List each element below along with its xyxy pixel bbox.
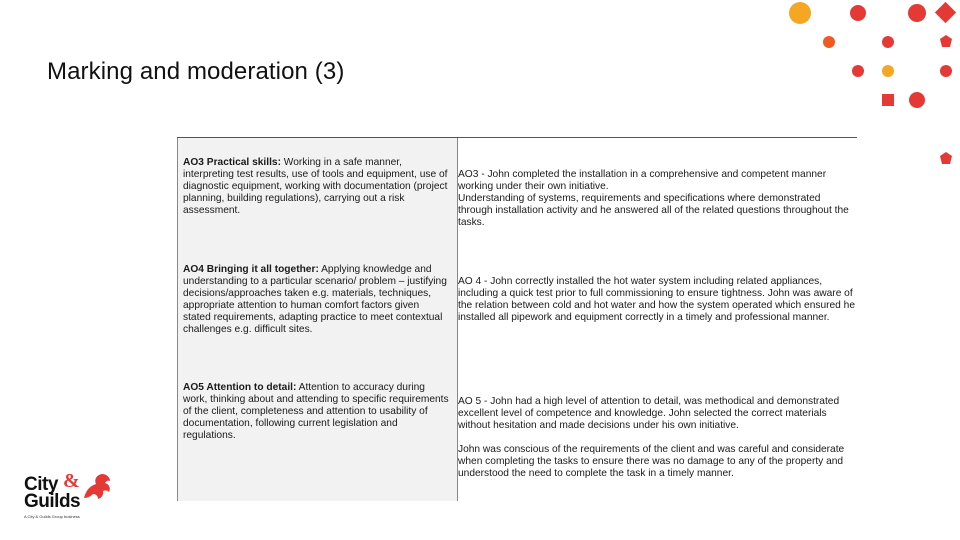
criteria-text: Applying knowledge and understanding to a particular scenario/ problem – justifying decisions/approaches taken e.g. materials, techniques, appropriate attention to human comfort factors given stated requirements, adapting practice to meet contextual challenges e.g. difficult sites. — [183, 264, 447, 335]
red-diamond — [935, 2, 956, 23]
evidence-column — [458, 138, 857, 501]
evidence-paragraph: AO 4 - John correctly installed the hot water system including related appliances, including a quick test prior to full commissioning to ensure tightness. John was aware of the relation between cold and hot water and how the system operated which ensured he installed all pipework and equipment correctly in a timely and professional manner. — [458, 276, 855, 323]
orange-dot — [882, 65, 894, 77]
evidence-paragraph: AO3 - John completed the installation in a comprehensive and competent manner working under their own initiative. — [458, 169, 827, 192]
red-dot — [909, 92, 925, 108]
criteria-text: Attention to accuracy during work, thinking about and attending to specific requirements of the client, completeness and attention to usability of documentation, following current legislation and regulations. — [183, 382, 449, 441]
red-dot — [882, 36, 894, 48]
evidence-paragraph: Understanding of systems, requirements and specifications where demonstrated through installation activity and he answered all of the related questions throughout the tasks. — [458, 192, 849, 228]
red-pentagon — [940, 152, 952, 164]
orange-dot — [789, 2, 811, 24]
criteria-heading: AO5 Attention to detail: — [183, 382, 297, 393]
evidence-cell-ao3 — [458, 169, 856, 229]
logo-word-guilds: Guilds — [24, 491, 81, 512]
criteria-heading: AO4 Bringing it all together: — [183, 264, 319, 275]
slide-title: Marking and moderation (3) — [47, 58, 345, 85]
evidence-paragraph: AO 5 - John had a high level of attention to detail, was methodical and demonstrated excellent level of competence and knowledge. John selected the correct materials without hesitation and made decisions under his own initiative. — [458, 396, 840, 431]
orange-red-dot — [823, 36, 835, 48]
red-pentagon — [940, 35, 952, 47]
evidence-cell-ao5 — [458, 396, 856, 479]
evidence-cell-ao4 — [458, 276, 856, 324]
paragraph-gap — [458, 432, 856, 444]
red-dot — [940, 65, 952, 77]
criteria-text: Working in a safe manner, interpreting test results, use of tools and equipment, use of diagnostic equipment, working with documentation (project planning, building regulations), carrying out a risk assessment. — [183, 157, 448, 216]
criteria-cell-ao4 — [183, 264, 449, 335]
criteria-heading: AO3 Practical skills: — [183, 157, 281, 168]
logo-tagline: A City & Guilds Group business — [24, 514, 80, 519]
criteria-column — [177, 138, 458, 501]
red-dot — [852, 65, 864, 77]
evidence-paragraph: John was conscious of the requirements of the client and was careful and considerate when completing the tasks to ensure there was no damage to any of the property and understood the need to complete the task in a timely manner. — [458, 443, 845, 479]
red-dot — [908, 4, 926, 22]
criteria-cell-ao5 — [183, 382, 449, 442]
logo-word-city: City — [24, 474, 58, 495]
marking-table — [177, 137, 857, 501]
city-and-guilds-logo — [22, 468, 122, 524]
lion-emblem-icon — [80, 472, 114, 502]
criteria-cell-ao3 — [183, 157, 449, 217]
red-square — [882, 94, 894, 106]
logo-ampersand: & — [63, 470, 80, 492]
red-dot — [850, 5, 866, 21]
